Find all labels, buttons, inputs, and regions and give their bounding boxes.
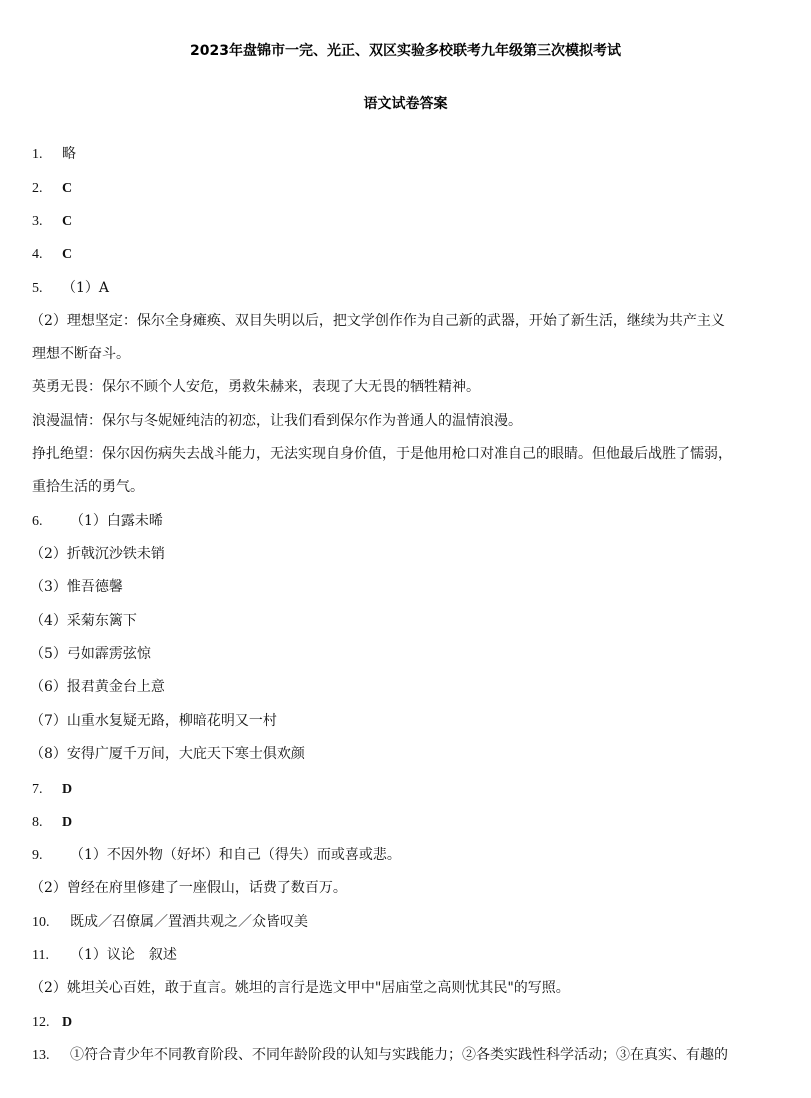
answer-text: 既成／召僚属／置酒共观之／众皆叹美: [70, 914, 308, 930]
answer-q8: [32, 813, 72, 832]
question-number: 10.: [32, 915, 50, 930]
answer-q5-line3: 英勇无畏：保尔不顾个人安危，勇救朱赫来，表现了大无畏的牺牲精神。: [32, 379, 480, 395]
answer-text: D: [62, 1015, 73, 1030]
answer-q5-part2-line2: 理想不断奋斗。: [32, 346, 130, 362]
answer-text: （1）A: [62, 280, 110, 296]
question-number: 3.: [32, 214, 43, 229]
question-number: 8.: [32, 815, 43, 830]
answer-q11-part1: [32, 946, 177, 965]
answer-text: 略: [62, 146, 76, 162]
question-number: 1.: [32, 147, 43, 162]
answer-q6-part4: （4）采菊东篱下: [30, 613, 137, 629]
question-number: 13.: [32, 1048, 50, 1063]
answer-q2: [32, 179, 72, 198]
answer-q11-part2: （2）姚坦关心百姓，敢于直言。姚坦的言行是选文甲中"居庙堂之高则忧其民"的写照。: [30, 980, 570, 996]
question-number: 6.: [32, 514, 43, 529]
answer-text: （1）议论 叙述: [70, 947, 177, 963]
question-number: 4.: [32, 247, 43, 262]
answer-q10: [32, 913, 308, 932]
answer-q1: [32, 145, 76, 164]
answer-q3: [32, 212, 72, 231]
answer-text: C: [62, 181, 73, 196]
answer-q6-part5: （5）弓如霹雳弦惊: [30, 646, 151, 662]
answer-q6-part2: （2）折戟沉沙铁未销: [30, 546, 165, 562]
question-number: 11.: [32, 948, 49, 963]
answer-text: ①符合青少年不同教育阶段、不同年龄阶段的认知与实践能力；②各类实践性科学活动；③在真实、有趣的: [70, 1047, 728, 1063]
answer-q12: [32, 1013, 72, 1032]
answer-q6-part3: （3）惟吾德馨: [30, 579, 123, 595]
answer-q9-part1: [32, 846, 401, 865]
question-number: 2.: [32, 181, 43, 196]
answer-q6-part8: （8）安得广厦千万间，大庇天下寒士俱欢颜: [30, 746, 305, 762]
answer-q5-part2-line1: （2）理想坚定：保尔全身瘫痪、双目失明以后，把文学创作作为自己新的武器，开始了新生活，继续为共产主义: [30, 313, 725, 329]
document-title: 2023年盘锦市一完、光正、双区实验多校联考九年级第三次模拟考试: [190, 43, 621, 59]
answer-text: C: [62, 214, 73, 229]
answer-q5-line5b: 重拾生活的勇气。: [32, 479, 144, 495]
answer-q6-part6: （6）报君黄金台上意: [30, 679, 165, 695]
answer-q13: [32, 1046, 728, 1065]
answer-q7: [32, 780, 72, 799]
answer-q5-line4: 浪漫温情：保尔与冬妮娅纯洁的初恋，让我们看到保尔作为普通人的温情浪漫。: [32, 413, 522, 429]
answer-text: C: [62, 247, 73, 262]
question-number: 12.: [32, 1015, 50, 1030]
answer-text: （1）不因外物（好坏）和自己（得失）而或喜或悲。: [70, 847, 401, 863]
answer-text: D: [62, 815, 73, 830]
document-subtitle: 语文试卷答案: [363, 96, 448, 112]
question-number: 9.: [32, 848, 43, 863]
answer-text: D: [62, 782, 73, 797]
answer-q5-line5a: 挣扎绝望：保尔因伤病失去战斗能力，无法实现自身价值，于是他用枪口对准自己的眼睛。但他最后战胜了懦弱，: [32, 446, 732, 462]
answer-q6-part7: （7）山重水复疑无路，柳暗花明又一村: [30, 713, 277, 729]
question-number: 7.: [32, 782, 43, 797]
answer-q6-part1: [32, 512, 163, 531]
answer-text: （1）白露未晞: [70, 513, 163, 529]
answer-q9-part2: （2）曾经在府里修建了一座假山，话费了数百万。: [30, 880, 347, 896]
question-number: 5.: [32, 281, 43, 296]
answer-q4: [32, 245, 72, 264]
answer-q5-part1: [32, 279, 109, 298]
